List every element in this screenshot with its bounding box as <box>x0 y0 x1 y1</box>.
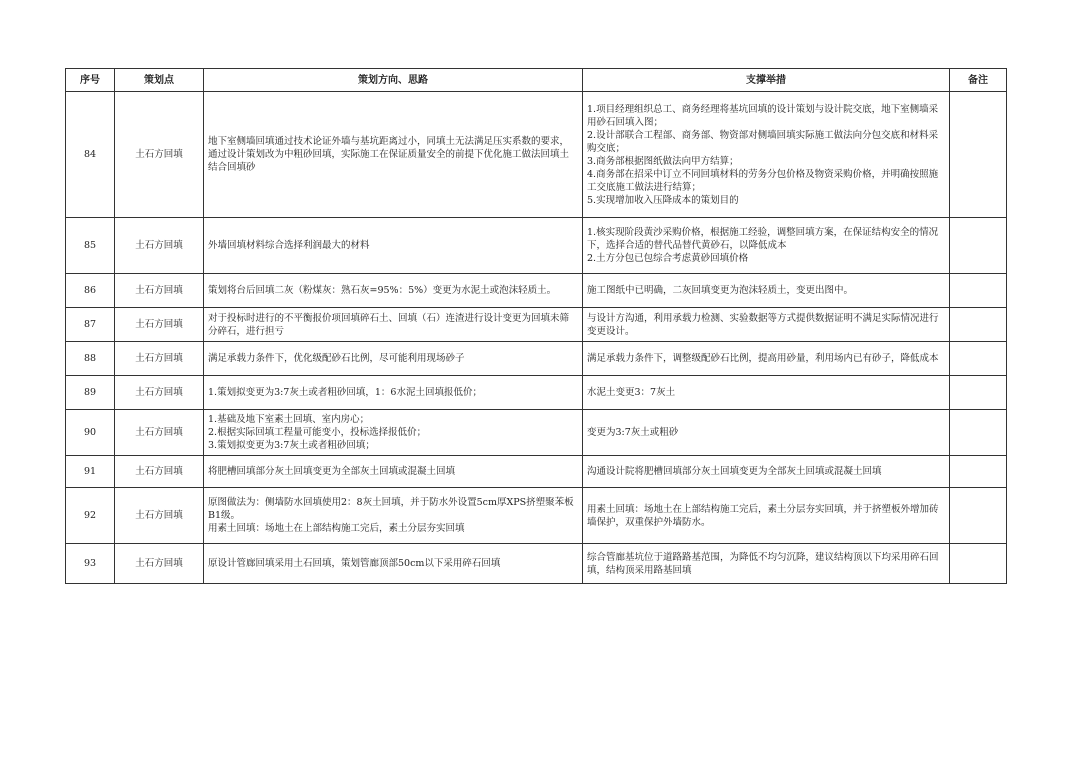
row-number: 91 <box>66 456 115 488</box>
support-measures <box>583 342 950 376</box>
planning-direction <box>204 342 583 376</box>
support-measures <box>583 376 950 410</box>
planning-direction <box>204 308 583 342</box>
direction-line: 原设计管廊回填采用土石回填，策划管廊顶部50cm以下采用碎石回填 <box>208 558 501 569</box>
header-row <box>66 69 1007 92</box>
planning-direction <box>204 544 583 584</box>
planning-point: 土石方回填 <box>115 376 204 410</box>
remark-cell <box>950 456 1007 488</box>
table-row <box>66 308 1007 342</box>
planning-direction <box>204 488 583 544</box>
planning-point: 土石方回填 <box>115 218 204 274</box>
planning-table <box>65 68 1007 584</box>
remark-cell <box>950 410 1007 456</box>
direction-line: 满足承载力条件下，优化级配砂石比例，尽可能利用现场砂子 <box>208 353 465 364</box>
remark-cell <box>950 274 1007 308</box>
planning-point: 土石方回填 <box>115 456 204 488</box>
direction-line: 3.策划拟变更为3:7灰土或者粗砂回填； <box>208 440 375 451</box>
row-number: 86 <box>66 274 115 308</box>
measure-line: 2.设计部联合工程部、商务部、物资部对侧墙回填实际施工做法向分包交底和材料采购交底； <box>587 129 939 154</box>
measure-line: 变更为3:7灰土或粗砂 <box>587 427 679 438</box>
remark-cell <box>950 488 1007 544</box>
direction-line: 将肥槽回填部分灰土回填变更为全部灰土回填或混凝土回填 <box>208 466 456 477</box>
measure-line: 1.核实现阶段黄沙采购价格，根据施工经验，调整回填方案，在保证结构安全的情况下，选择合适的替代品替代黄砂石，以降低成本 <box>587 227 939 251</box>
table-row <box>66 274 1007 308</box>
planning-point: 土石方回填 <box>115 308 204 342</box>
direction-line: 1.策划拟变更为3:7灰土或者粗砂回填，1：6水泥土回填报低价； <box>208 387 482 398</box>
planning-point: 土石方回填 <box>115 274 204 308</box>
measure-line: 满足承载力条件下，调整级配砂石比例，提高用砂量，利用场内已有砂子，降低成本 <box>587 353 939 364</box>
direction-line: 外墙回填材料综合选择利润最大的材料 <box>208 240 370 251</box>
support-measures <box>583 308 950 342</box>
measure-line: 1.项目经理组织总工、商务经理将基坑回填的设计策划与设计院交底，地下室侧墙采用砂石回填入图； <box>587 103 939 128</box>
measure-line: 沟通设计院将肥槽回填部分灰土回填变更为全部灰土回填或混凝土回填 <box>587 466 882 477</box>
remark-cell <box>950 544 1007 584</box>
support-measures <box>583 544 950 584</box>
remark-cell <box>950 308 1007 342</box>
table-row <box>66 456 1007 488</box>
support-measures <box>583 92 950 218</box>
planning-direction <box>204 456 583 488</box>
header-num: 序号 <box>66 69 115 92</box>
planning-direction <box>204 218 583 274</box>
table-row <box>66 92 1007 218</box>
planning-point: 土石方回填 <box>115 544 204 584</box>
direction-line: 用素土回填：场地土在上部结构施工完后，素土分层夯实回填 <box>208 523 465 534</box>
measure-line: 综合管廊基坑位于道路路基范围，为降低不均匀沉降，建议结构顶以下均采用碎石回填，结构顶采用路基回填 <box>587 551 939 576</box>
row-number: 92 <box>66 488 115 544</box>
planning-direction <box>204 410 583 456</box>
header-point: 策划点 <box>115 69 204 92</box>
direction-line: 对于投标时进行的不平衡报价项回填碎石土、回填（石）连渣进行设计变更为回填未筛分碎石，进行担亏 <box>208 312 570 337</box>
table-row <box>66 488 1007 544</box>
table-row <box>66 376 1007 410</box>
row-number: 88 <box>66 342 115 376</box>
measure-line: 与设计方沟通，利用承载力检测、实验数据等方式提供数据证明不满足实际情况进行变更设计。 <box>587 312 939 337</box>
measure-line: 4.商务部在招采中订立不同回填材料的劳务分包价格及物资采购价格，并明确按照施工交底施工做法进行结算； <box>587 168 939 193</box>
row-number: 90 <box>66 410 115 456</box>
row-number: 85 <box>66 218 115 274</box>
planning-direction <box>204 376 583 410</box>
planning-point: 土石方回填 <box>115 92 204 218</box>
planning-point: 土石方回填 <box>115 488 204 544</box>
row-number: 84 <box>66 92 115 218</box>
planning-point: 土石方回填 <box>115 342 204 376</box>
measure-line: 施工图纸中已明确，二灰回填变更为泡沫轻质土，变更出图中。 <box>587 285 854 296</box>
measure-line: 2.土方分包已包综合考虑黄砂回填价格 <box>587 253 749 264</box>
direction-line: 地下室侧墙回填通过技术论证外墙与基坑距离过小，同填土无法满足压实系数的要求，通过设计策划改为中粗砂回填，实际施工在保证质量安全的前提下优化施工做法回填土结合回填砂 <box>208 136 570 173</box>
table-row <box>66 218 1007 274</box>
remark-cell <box>950 376 1007 410</box>
table-row <box>66 410 1007 456</box>
support-measures <box>583 274 950 308</box>
planning-direction <box>204 274 583 308</box>
row-number: 89 <box>66 376 115 410</box>
table-row <box>66 342 1007 376</box>
row-number: 87 <box>66 308 115 342</box>
header-measures: 支撑举措 <box>583 69 950 92</box>
header-direction: 策划方向、思路 <box>204 69 583 92</box>
support-measures <box>583 410 950 456</box>
remark-cell <box>950 92 1007 218</box>
measure-line: 水泥土变更3：7灰土 <box>587 387 676 398</box>
table-row <box>66 544 1007 584</box>
direction-line: 2.根据实际回填工程量可能变小，投标选择报低价； <box>208 427 427 438</box>
measure-line: 用素土回填：场地土在上部结构施工完后，素土分层夯实回填，并于挤塑板外增加砖墙保护，双重保护外墙防水。 <box>587 503 939 528</box>
direction-line: 原图做法为：侧墙防水回填使用2：8灰土回填，并于防水外设置5cm厚XPS挤塑聚苯板B1级。 <box>208 497 574 521</box>
remark-cell <box>950 218 1007 274</box>
measure-line: 5.实现增加收入压降成本的策划目的 <box>587 194 739 206</box>
direction-line: 1.基础及地下室素土回填、室内房心； <box>208 414 370 425</box>
support-measures <box>583 488 950 544</box>
support-measures <box>583 218 950 274</box>
remark-cell <box>950 342 1007 376</box>
direction-line: 策划将台后回填二灰（粉煤灰：熟石灰=95%：5%）变更为水泥土或泡沫轻质土。 <box>208 285 557 296</box>
support-measures <box>583 456 950 488</box>
measure-line: 3.商务部根据图纸做法向甲方结算； <box>587 155 739 167</box>
header-remark: 备注 <box>950 69 1007 92</box>
row-number: 93 <box>66 544 115 584</box>
planning-point: 土石方回填 <box>115 410 204 456</box>
planning-direction <box>204 92 583 218</box>
